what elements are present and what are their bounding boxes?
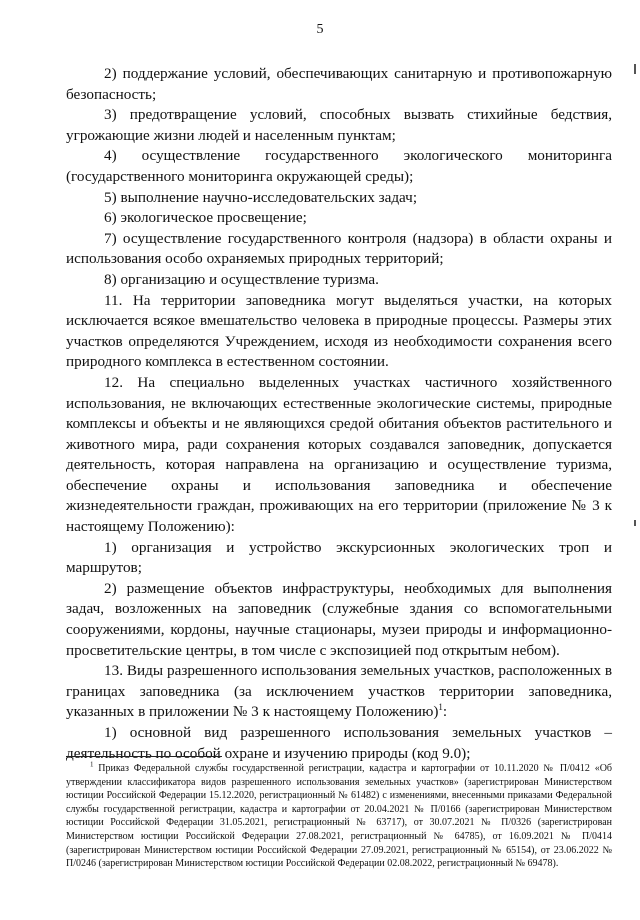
clause-12-item-1: 1) организация и устройство экскурсионных экологических троп и маршрутов;	[66, 538, 612, 577]
clause-13-item-1: 1) основной вид разрешенного использования земельных участков – деятельность по особой охране и изучению природы (код 9.0);	[66, 724, 612, 762]
list-item-8: 8) организацию и осуществление туризма.	[104, 270, 379, 288]
footnote-separator	[66, 756, 222, 757]
list-item-4: 4) осуществление государственного экологического мониторинга (государственного мониторинга окружающей среды);	[66, 147, 612, 185]
clause-12: 12. На специально выделенных участках частичного хозяйственного использования, не включающих естественные экологические системы, природные комплексы и объекты и не являющихся средой обитания объектов растительного и животного мира, ради сохранения которых создавался заповедник, допускается деятельность, которая направлена на организацию и осуществление туризма, обеспечение охраны и использования заповедника и обеспечение жизнедеятельности граждан, проживающих на его территории (приложение № 3 к настоящему Положению):	[66, 373, 612, 536]
scan-edge-mark	[634, 520, 636, 526]
clause-13-text: 13. Виды разрешенного использования земельных участков, расположенных в границах заповедника (за исключением участков территории заповедника, указанных в приложении № 3 к настоящему Положению)	[66, 662, 612, 721]
footnote-reference[interactable]: 1	[438, 702, 443, 713]
footnote	[66, 762, 612, 871]
scan-edge-mark	[634, 64, 636, 74]
document-body	[66, 64, 612, 764]
list-item-3: 3) предотвращение условий, способных вызвать стихийные бедствия, угрожающие жизни людей и населенным пунктам;	[66, 106, 612, 144]
list-item-7: 7) осуществление государственного контроля (надзора) в области охраны и использования особо охраняемых природных территорий;	[66, 229, 612, 268]
list-item-2: 2) поддержание условий, обеспечивающих санитарную и противопожарную безопасность;	[66, 65, 612, 103]
list-item-6: 6) экологическое просвещение;	[104, 209, 307, 227]
footnote-text: Приказ Федеральной службы государственной регистрации, кадастра и картографии от 10.11.2020 № П/0412 «Об утверждении классификатора видов разрешенного использования земельных участков» (зарегистрирован Министерством юстиции Российской Федерации 15.12.2020, регистрационный № 61482) с изменениями, внесенными приказами Федеральной службы государственной регистрации, кадастра и картографии от 20.04.2021 № П/0166 (зарегистрирован Министерством юстиции Российской Федерации 31.05.2021, регистрационный № 63717), от 30.07.2021 № П/0326 (зарегистрирован Министерством юстиции Российской Федерации 27.08.2021, регистрационный № 64785), от 16.09.2021 № П/0414 (зарегистрирован Министерством юстиции Российской Федерации 27.09.2021, регистрационный № 65154), от 23.06.2022 № П/0246 (зарегистрирован Министерством юстиции Российской Федерации 02.08.2022, регистрационный № 69478).	[66, 763, 613, 870]
footnote-marker: 1	[90, 760, 94, 769]
clause-11: 11. На территории заповедника могут выделяться участки, на которых исключается всякое вмешательство человека в природные процессы. Размеры этих участков определяются Учреждением, исходя из необходимости сохранения всего природного комплекса в естественном состоянии.	[66, 291, 612, 371]
list-item-5: 5) выполнение научно-исследовательских задач;	[104, 188, 418, 206]
page-number: 5	[316, 22, 324, 37]
clause-12-item-2: 2) размещение объектов инфраструктуры, необходимых для выполнения задач, возложенных на заповедник (служебные здания со вспомогательными сооружениями, кордоны, научные стационары, музеи природы и информационно-просветительские центры, в том числе с экспозицией под открытым небом).	[66, 579, 612, 659]
clause-13	[66, 661, 612, 723]
clause-13-colon: :	[442, 703, 448, 721]
